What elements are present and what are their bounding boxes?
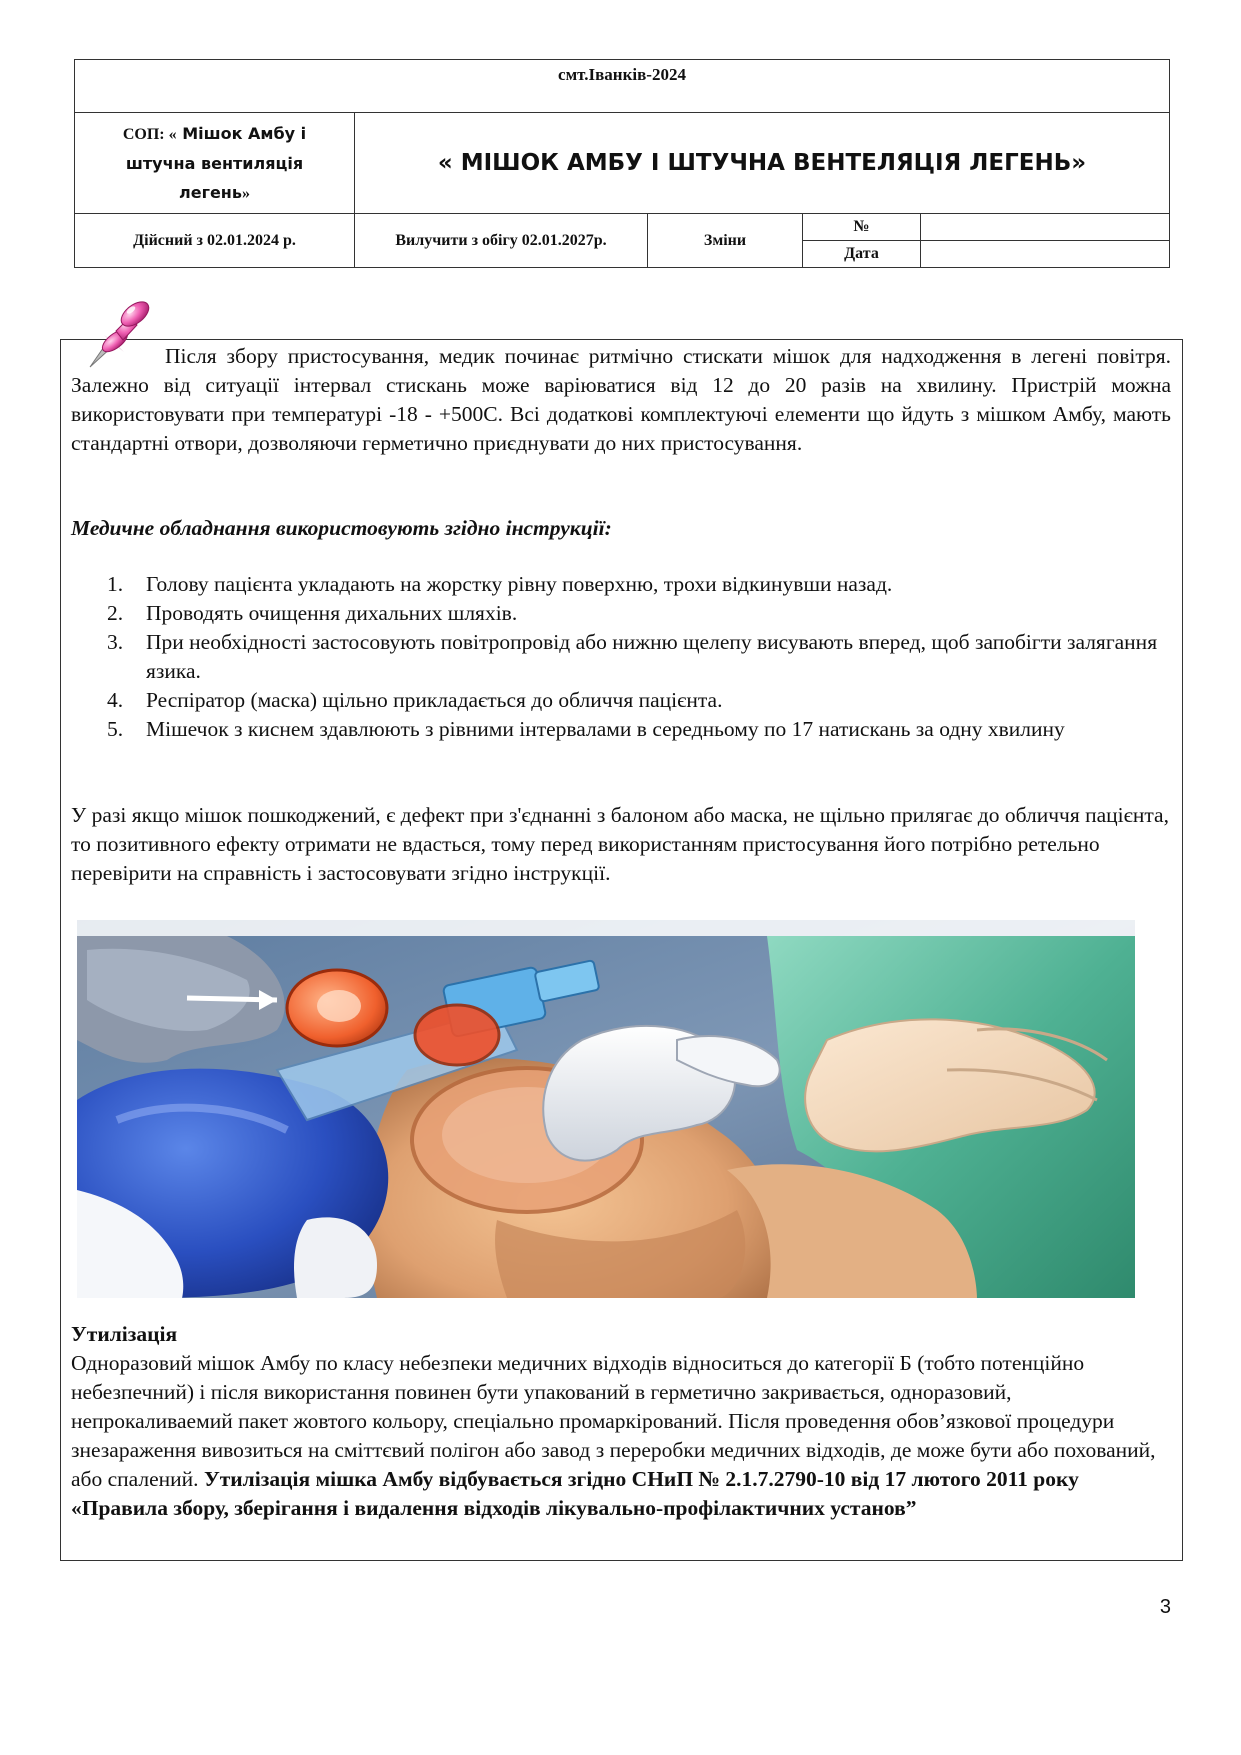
changes-label: Зміни bbox=[648, 214, 803, 268]
number-label: № bbox=[803, 214, 921, 241]
list-item bbox=[71, 599, 1171, 628]
ambu-bag-photo bbox=[77, 920, 1135, 1298]
sop-line-3: легень bbox=[179, 182, 242, 202]
step-number: 2. bbox=[107, 601, 124, 625]
page-number: 3 bbox=[1159, 1596, 1171, 1618]
instructions-heading: Медичне обладнання використовують згідно інструкції: bbox=[71, 516, 612, 540]
sop-prefix: СОП: « bbox=[122, 125, 177, 143]
step-text: Голову пацієнта укладають на жорстку рівну поверхню, трохи відкинувши назад. bbox=[146, 572, 893, 596]
town-year: смт.Іванків-2024 bbox=[75, 60, 1170, 113]
sop-line-1: Мішок Амбу і bbox=[176, 123, 307, 143]
list-item bbox=[71, 686, 1171, 715]
disposal-regulation: Утилізація мішка Амбу відбувається згідно СНиП № 2.1.7.2790-10 від 17 лютого 2011 року «Правила збору, зберігання і видалення відходів лікувально-профілактичних установ” bbox=[71, 1467, 1079, 1520]
step-text: Проводять очищення дихальних шляхів. bbox=[146, 601, 518, 625]
intro-paragraph: Після збору пристосування, медик починає ритмічно стискати мішок для надходження в легені повітря. Залежно від ситуації інтервал стискань може варіюватися від 12 до 20 разів на хвилину. Пристрій можна використовувати при температурі -18 - +500С. Всі додаткові комплектуючі елементи що йдуть з мішком Амбу, мають стандартні отвори, дозволяючи герметично приєднувати до них пристосування. bbox=[71, 344, 1171, 455]
step-number: 5. bbox=[107, 717, 124, 741]
step-number: 1. bbox=[107, 572, 124, 596]
step-text: При необхідності застосовують повітропровід або нижню щелепу висувають вперед, щоб запобігти залягання язика. bbox=[146, 630, 1158, 683]
withdraw-date: Вилучити з обігу 02.01.2027р. bbox=[355, 214, 648, 268]
sop-line-2: штучна вентиляція bbox=[125, 153, 304, 173]
step-text: Мішечок з киснем здавлюють з рівними інтервалами в середньому по 17 натискань за одну хвилину bbox=[146, 717, 1065, 741]
sop-suffix: » bbox=[241, 184, 250, 202]
list-item bbox=[71, 570, 1171, 599]
disposal-text: Одноразовий мішок Амбу по класу небезпеки медичних відходів відноситься до категорії Б (тобто потенційно небезпечний) і після використання повинен бути упакований в герметично закривається, одноразовий, непрокаливаемий пакет жовтого кольору, спеціально промаркірований. Після проведення обов’язкової процедури знезараження вивозиться на сміттєвий полігон або завод з переробки медичних відходів, де може бути або похований, або спалений. bbox=[71, 1351, 1156, 1491]
list-item bbox=[71, 628, 1171, 686]
step-number: 3. bbox=[107, 630, 124, 654]
list-item bbox=[71, 715, 1171, 744]
step-number: 4. bbox=[107, 688, 124, 712]
sop-header-table bbox=[74, 59, 1170, 268]
sop-name-cell bbox=[75, 113, 355, 214]
disposal-heading: Утилізація bbox=[71, 1322, 178, 1346]
warning-paragraph: У разі якщо мішок пошкоджений, є дефект при з'єднанні з балоном або маска, не щільно прилягає до обличчя пацієнта, то позитивного ефекту отримати не вдасться, тому перед використанням пристосування його потрібно ретельно перевірити на справність і застосовувати згідно інструкції. bbox=[71, 803, 1169, 885]
number-value bbox=[921, 214, 1170, 241]
disposal-paragraph bbox=[71, 1349, 1171, 1523]
document-title: « МІШОК АМБУ І ШТУЧНА ВЕНТЕЛЯЦІЯ ЛЕГЕНЬ» bbox=[355, 113, 1170, 214]
valid-from: Дійсний з 02.01.2024 р. bbox=[75, 214, 355, 268]
instruction-steps bbox=[71, 570, 1171, 744]
step-text: Респіратор (маска) щільно прикладається до обличчя пацієнта. bbox=[146, 688, 723, 712]
date-value bbox=[921, 241, 1170, 268]
date-label: Дата bbox=[803, 241, 921, 268]
